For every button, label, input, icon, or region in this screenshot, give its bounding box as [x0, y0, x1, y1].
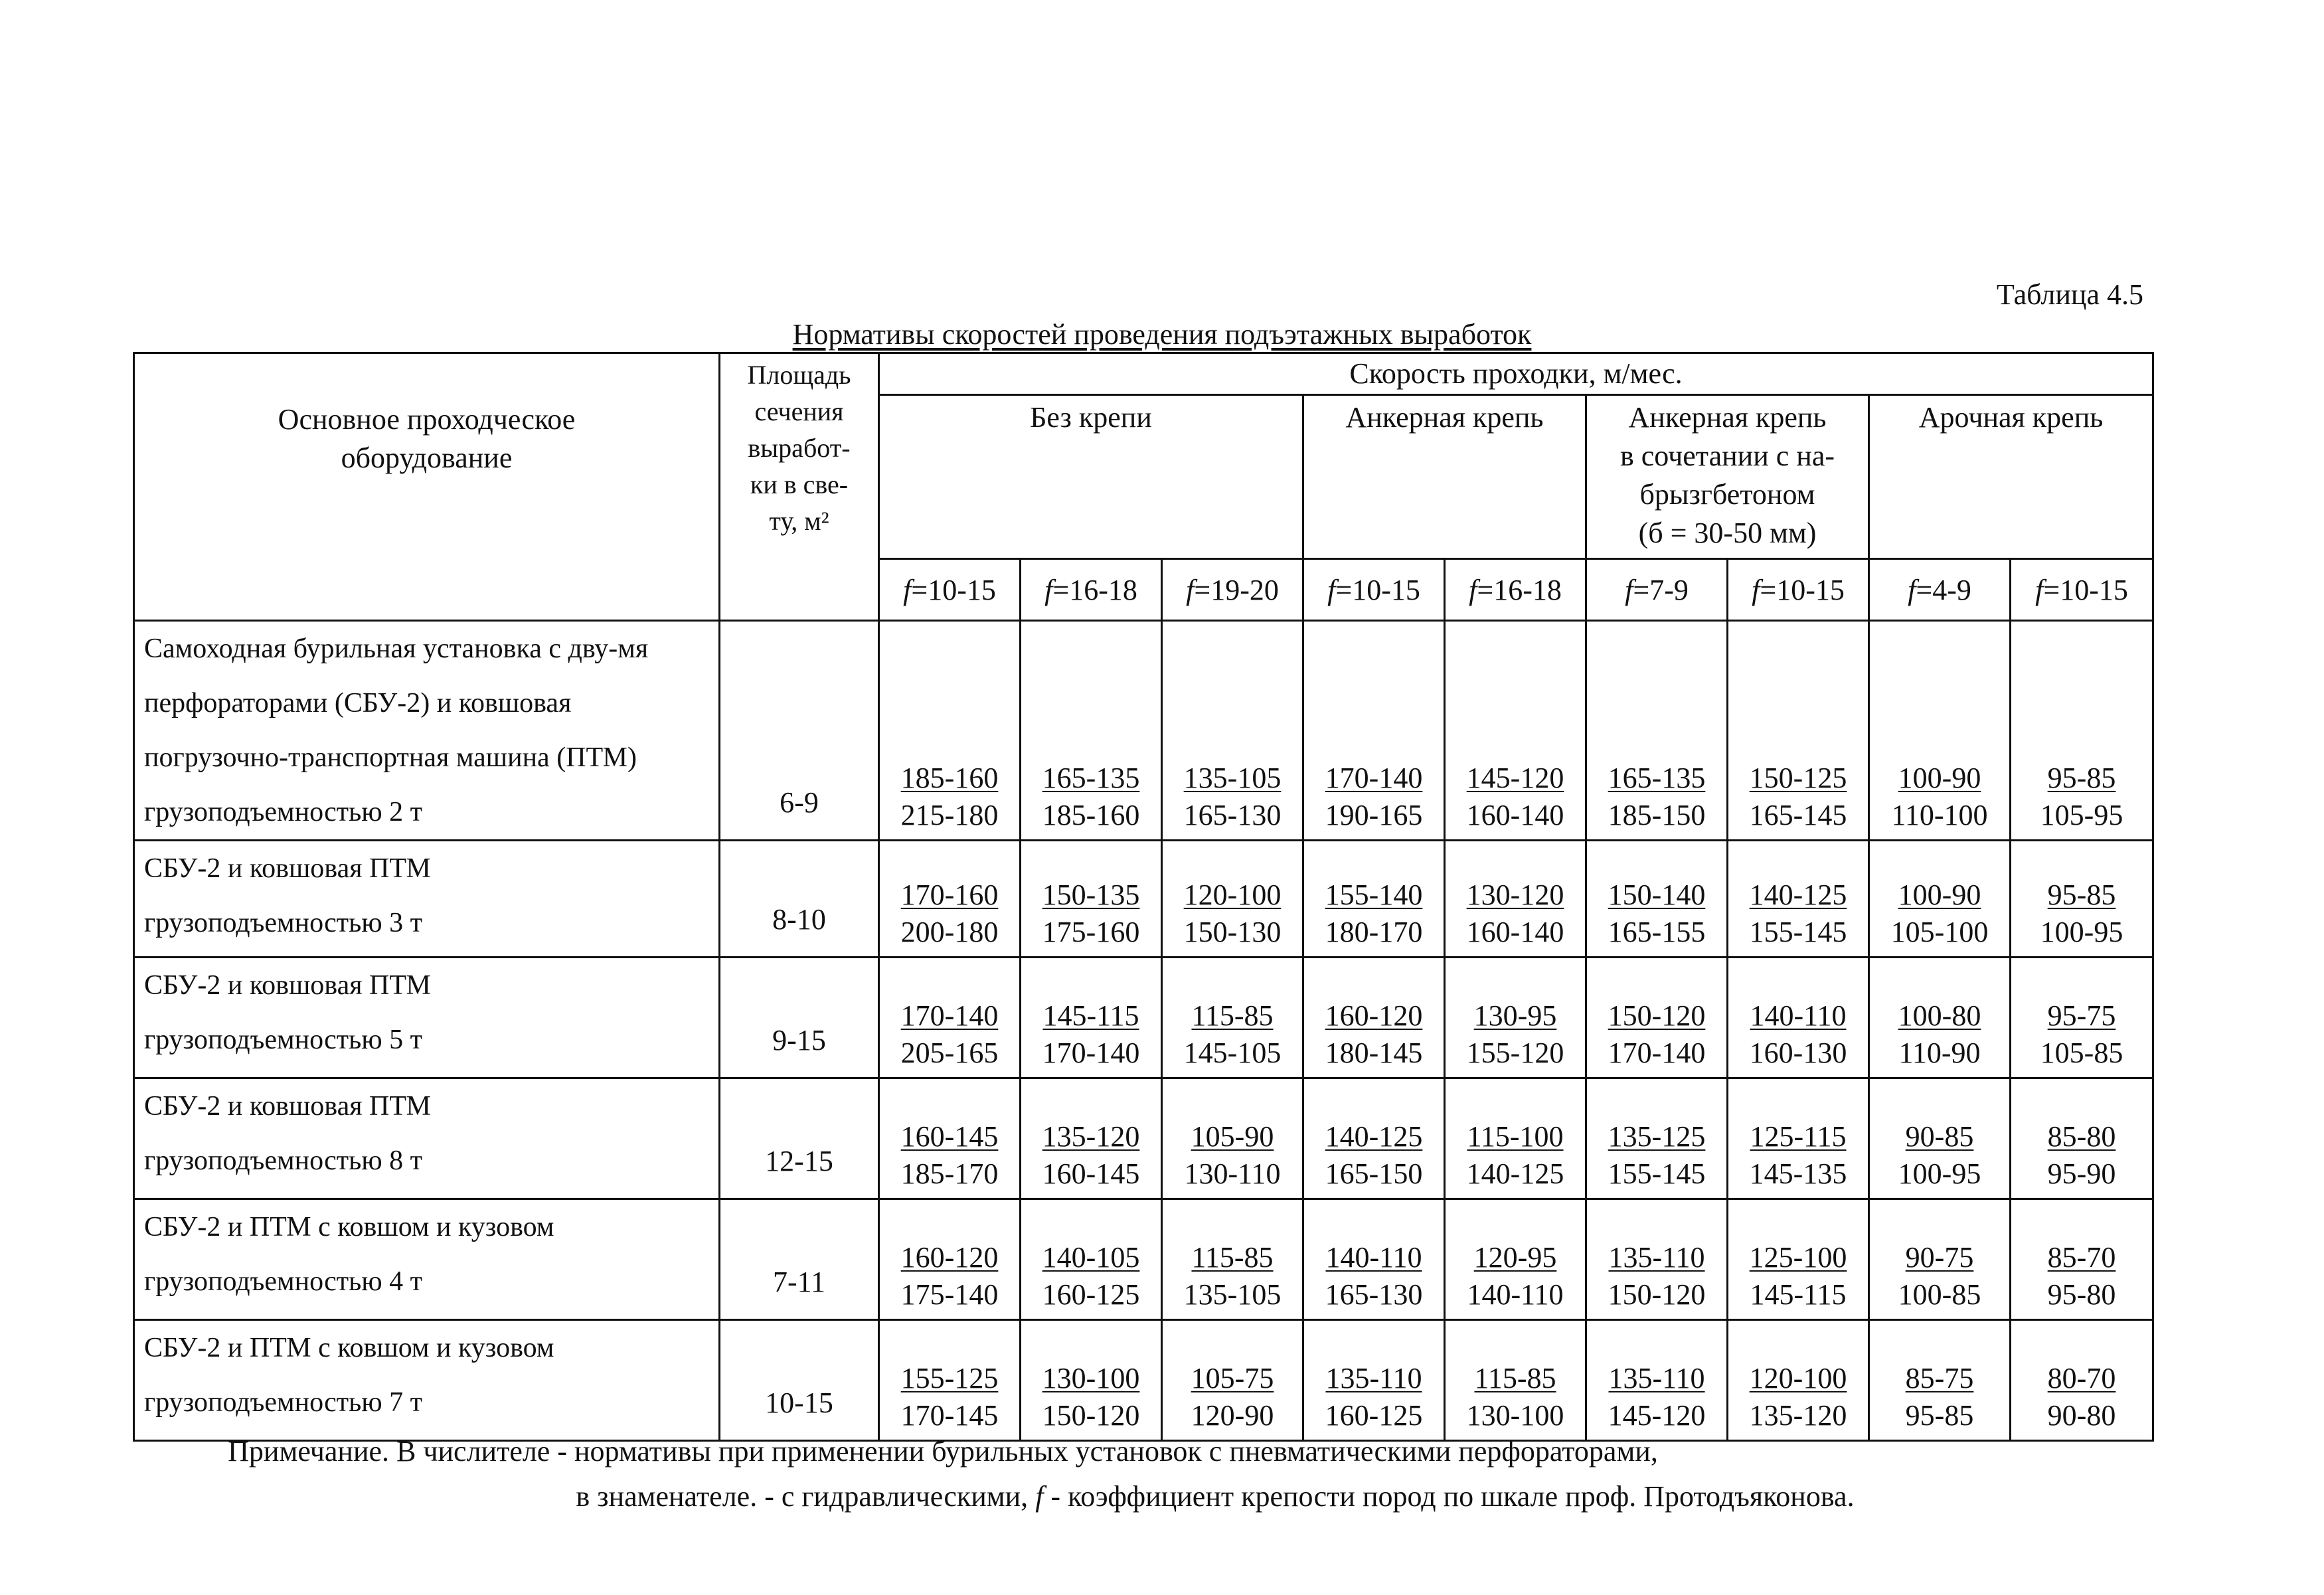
speed-cell [2011, 841, 2153, 958]
header-group-arch: Арочная крепь [1869, 395, 2153, 559]
speed-cell [1869, 841, 2011, 958]
speed-pneumatic: 165-135 [1608, 762, 1706, 794]
speed-pneumatic: 140-125 [1749, 879, 1847, 911]
speed-cell [1162, 841, 1303, 958]
speed-pneumatic: 145-115 [1042, 999, 1139, 1032]
equipment-cell [134, 958, 720, 1078]
equipment-line: СБУ-2 и ковшовая ПТМ [144, 1091, 431, 1122]
speed-pneumatic: 185-160 [900, 762, 999, 794]
speed-cell [1445, 958, 1586, 1078]
speed-hydraulic: 105-85 [2040, 1037, 2123, 1069]
speed-hydraulic: 135-120 [1749, 1399, 1847, 1432]
speed-hydraulic: 95-85 [1905, 1399, 1974, 1432]
note-f-symbol: f [1035, 1480, 1044, 1513]
speed-hydraulic: 120-90 [1191, 1399, 1274, 1432]
norms-table [133, 352, 2154, 1442]
speed-pneumatic: 135-110 [1608, 1362, 1705, 1394]
speed-hydraulic: 140-125 [1466, 1157, 1564, 1190]
f-symbol: f [1469, 573, 1477, 606]
equipment-line: грузоподъемностью 2 т [144, 797, 422, 827]
speed-pneumatic: 80-70 [2047, 1362, 2116, 1394]
speed-hydraulic: 185-160 [1042, 799, 1140, 831]
speed-cell [1586, 958, 1728, 1078]
speed-cell [1021, 1199, 1162, 1320]
speed-hydraulic: 110-100 [1891, 799, 1988, 831]
speed-cell [1728, 1078, 1869, 1199]
speed-cell [1445, 621, 1586, 841]
speed-hydraulic: 160-140 [1466, 799, 1564, 831]
speed-pneumatic: 140-110 [1750, 999, 1847, 1032]
speed-pneumatic: 125-115 [1750, 1120, 1847, 1153]
speed-hydraulic: 105-95 [2040, 799, 2123, 831]
speed-cell [1445, 1320, 1586, 1441]
speed-cell [2011, 1078, 2153, 1199]
speed-pneumatic: 130-100 [1042, 1362, 1140, 1394]
speed-cell [879, 841, 1021, 958]
speed-hydraulic: 160-125 [1042, 1278, 1140, 1311]
speed-pneumatic: 120-100 [1183, 879, 1282, 911]
equipment-line: грузоподъемностью 4 т [144, 1266, 422, 1297]
f-symbol: f [1327, 573, 1336, 606]
note-line-1: Примечание. В числителе - нормативы при применении бурильных установок с пневматическими перфораторами, [228, 1435, 1658, 1468]
equipment-cell [134, 621, 720, 841]
table-number: Таблица 4.5 [1996, 278, 2143, 311]
speed-pneumatic: 85-70 [2047, 1241, 2116, 1274]
speed-pneumatic: 160-120 [900, 1241, 999, 1274]
speed-hydraulic: 140-110 [1467, 1278, 1564, 1311]
speed-cell [1162, 1078, 1303, 1199]
speed-pneumatic: 135-110 [1325, 1362, 1422, 1394]
f-range: =19-20 [1194, 573, 1279, 606]
speed-pneumatic: 150-125 [1749, 762, 1847, 794]
speed-hydraulic: 165-130 [1325, 1278, 1423, 1311]
speed-hydraulic: 175-160 [1042, 916, 1140, 948]
speed-pneumatic: 150-120 [1608, 999, 1706, 1032]
header-group-anchor: Анкерная крепь [1303, 395, 1586, 559]
speed-pneumatic: 140-105 [1042, 1241, 1140, 1274]
speed-cell [1728, 1320, 1869, 1441]
f-symbol: f [1752, 573, 1760, 606]
speed-cell [1021, 1078, 1162, 1199]
f-range: =10-15 [1760, 573, 1845, 606]
speed-cell [1586, 1199, 1728, 1320]
speed-cell [1728, 621, 1869, 841]
speed-cell [2011, 958, 2153, 1078]
speed-cell [2011, 621, 2153, 841]
speed-pneumatic: 130-120 [1466, 879, 1564, 911]
header-f-5 [1586, 559, 1728, 621]
speed-cell [879, 1199, 1021, 1320]
speed-cell [2011, 1320, 2153, 1441]
speed-pneumatic: 145-120 [1466, 762, 1564, 794]
speed-cell [1303, 1078, 1445, 1199]
speed-hydraulic: 150-120 [1608, 1278, 1706, 1311]
speed-cell [1021, 841, 1162, 958]
header-area: Площадь сечения выработ- ки в све- ту, м² [720, 353, 879, 621]
speed-hydraulic: 160-145 [1042, 1157, 1140, 1190]
speed-pneumatic: 90-75 [1905, 1241, 1974, 1274]
table-row [134, 621, 2153, 841]
speed-pneumatic: 130-95 [1473, 999, 1557, 1032]
speed-pneumatic: 100-80 [1898, 999, 1981, 1032]
speed-hydraulic: 110-90 [1898, 1037, 1981, 1069]
note-line-2 [53, 1479, 2324, 1513]
area-cell: 8-10 [720, 841, 879, 958]
equipment-line: СБУ-2 и ПТМ с ковшом и кузовом [144, 1212, 554, 1242]
speed-hydraulic: 160-140 [1466, 916, 1564, 948]
f-symbol: f [1908, 573, 1916, 606]
speed-cell [1728, 958, 1869, 1078]
speed-hydraulic: 145-120 [1608, 1399, 1706, 1432]
speed-hydraulic: 90-80 [2047, 1399, 2116, 1432]
speed-hydraulic: 150-120 [1042, 1399, 1140, 1432]
header-f-3 [1303, 559, 1445, 621]
speed-hydraulic: 155-145 [1608, 1157, 1706, 1190]
f-range: =10-15 [911, 573, 996, 606]
f-range: =10-15 [2043, 573, 2128, 606]
speed-hydraulic: 160-130 [1749, 1037, 1847, 1069]
speed-hydraulic: 185-170 [900, 1157, 999, 1190]
f-symbol: f [1044, 573, 1053, 606]
speed-pneumatic: 170-140 [900, 999, 999, 1032]
speed-hydraulic: 95-80 [2047, 1278, 2116, 1311]
area-cell: 6-9 [720, 621, 879, 841]
speed-pneumatic: 120-100 [1749, 1362, 1847, 1394]
header-f-2 [1162, 559, 1303, 621]
speed-pneumatic: 140-110 [1325, 1241, 1422, 1274]
speed-cell [1162, 1199, 1303, 1320]
speed-cell [1869, 621, 2011, 841]
speed-cell [879, 958, 1021, 1078]
speed-hydraulic: 180-170 [1325, 916, 1423, 948]
speed-cell [1728, 841, 1869, 958]
speed-hydraulic: 145-105 [1183, 1037, 1282, 1069]
speed-hydraulic: 160-125 [1325, 1399, 1423, 1432]
f-range: =7-9 [1633, 573, 1689, 606]
equipment-line: перфораторами (СБУ-2) и ковшовая [144, 688, 572, 718]
equipment-cell [134, 841, 720, 958]
speed-hydraulic: 105-100 [1890, 916, 1989, 948]
f-range: =16-18 [1052, 573, 1137, 606]
header-group-no-support: Без крепи [879, 395, 1303, 559]
speed-cell [1303, 1199, 1445, 1320]
table-caption: Нормативы скоростей проведения подъэтажных выработок [792, 318, 1532, 351]
equipment-line: погрузочно-транспортная машина (ПТМ) [144, 742, 637, 773]
speed-pneumatic: 155-125 [900, 1362, 999, 1394]
f-symbol: f [1186, 573, 1195, 606]
speed-hydraulic: 145-115 [1750, 1278, 1847, 1311]
speed-pneumatic: 105-90 [1191, 1120, 1274, 1153]
speed-pneumatic: 115-85 [1191, 1241, 1274, 1274]
speed-pneumatic: 115-85 [1191, 999, 1274, 1032]
speed-hydraulic: 165-155 [1608, 916, 1706, 948]
equipment-cell [134, 1320, 720, 1441]
speed-pneumatic: 135-105 [1183, 762, 1282, 794]
speed-pneumatic: 170-140 [1325, 762, 1423, 794]
equipment-line: СБУ-2 и ПТМ с ковшом и кузовом [144, 1333, 554, 1363]
speed-hydraulic: 130-110 [1184, 1157, 1281, 1190]
equipment-line: Самоходная бурильная установка с дву-мя [144, 633, 649, 664]
speed-hydraulic: 180-145 [1325, 1037, 1423, 1069]
area-cell: 9-15 [720, 958, 879, 1078]
area-cell: 12-15 [720, 1078, 879, 1199]
speed-cell [1445, 1078, 1586, 1199]
equipment-cell [134, 1199, 720, 1320]
speed-cell [879, 1078, 1021, 1199]
speed-pneumatic: 155-140 [1325, 879, 1423, 911]
speed-hydraulic: 100-95 [2040, 916, 2123, 948]
speed-hydraulic: 130-100 [1466, 1399, 1564, 1432]
speed-hydraulic: 100-85 [1898, 1278, 1981, 1311]
speed-hydraulic: 155-145 [1749, 916, 1847, 948]
speed-hydraulic: 135-105 [1183, 1278, 1282, 1311]
speed-pneumatic: 160-145 [900, 1120, 999, 1153]
header-f-8 [2011, 559, 2153, 621]
speed-hydraulic: 100-95 [1898, 1157, 1981, 1190]
speed-hydraulic: 95-90 [2047, 1157, 2116, 1190]
speed-cell [1303, 1320, 1445, 1441]
speed-cell [1021, 1320, 1162, 1441]
speed-cell [879, 1320, 1021, 1441]
area-cell: 10-15 [720, 1320, 879, 1441]
speed-hydraulic: 150-130 [1183, 916, 1282, 948]
speed-hydraulic: 165-145 [1749, 799, 1847, 831]
f-range: =4-9 [1916, 573, 1971, 606]
speed-hydraulic: 175-140 [900, 1278, 999, 1311]
speed-hydraulic: 170-140 [1608, 1037, 1706, 1069]
speed-cell [1021, 958, 1162, 1078]
f-symbol: f [1625, 573, 1633, 606]
speed-pneumatic: 85-75 [1905, 1362, 1974, 1394]
speed-cell [1445, 841, 1586, 958]
speed-hydraulic: 165-130 [1183, 799, 1282, 831]
area-cell: 7-11 [720, 1199, 879, 1320]
speed-cell [1021, 621, 1162, 841]
equipment-line: грузоподъемностью 5 т [144, 1025, 422, 1055]
speed-pneumatic: 140-125 [1325, 1120, 1423, 1153]
speed-cell [1586, 1320, 1728, 1441]
speed-hydraulic: 145-135 [1749, 1157, 1847, 1190]
speed-hydraulic: 185-150 [1608, 799, 1706, 831]
speed-cell [1869, 1320, 2011, 1441]
speed-cell [1162, 958, 1303, 1078]
header-equipment: Основное проходческое оборудование [134, 353, 720, 621]
speed-pneumatic: 150-135 [1042, 879, 1140, 911]
speed-pneumatic: 120-95 [1473, 1241, 1557, 1274]
speed-pneumatic: 135-120 [1042, 1120, 1140, 1153]
speed-pneumatic: 100-90 [1898, 762, 1981, 794]
header-group-anchor-shotcrete: Анкерная крепь в сочетании с на- брызгбетоном (б = 30-50 мм) [1586, 395, 1869, 559]
speed-pneumatic: 100-90 [1898, 879, 1981, 911]
speed-pneumatic: 135-110 [1608, 1241, 1705, 1274]
speed-hydraulic: 205-165 [900, 1037, 999, 1069]
speed-pneumatic: 115-85 [1474, 1362, 1556, 1394]
speed-cell [2011, 1199, 2153, 1320]
speed-cell [1586, 621, 1728, 841]
equipment-line: грузоподъемностью 8 т [144, 1145, 422, 1176]
equipment-line: СБУ-2 и ковшовая ПТМ [144, 970, 431, 1001]
speed-pneumatic: 150-140 [1608, 879, 1706, 911]
header-f-0 [879, 559, 1021, 621]
speed-pneumatic: 125-100 [1749, 1241, 1847, 1274]
speed-cell [1445, 1199, 1586, 1320]
header-f-7 [1869, 559, 2011, 621]
table-row [134, 841, 2153, 958]
speed-hydraulic: 170-145 [900, 1399, 999, 1432]
speed-cell [1728, 1199, 1869, 1320]
f-symbol: f [903, 573, 912, 606]
speed-cell [1869, 1199, 2011, 1320]
speed-pneumatic: 90-85 [1905, 1120, 1974, 1153]
speed-cell [1586, 1078, 1728, 1199]
equipment-line: грузоподъемностью 7 т [144, 1387, 422, 1418]
speed-pneumatic: 160-120 [1325, 999, 1423, 1032]
speed-pneumatic: 95-75 [2047, 999, 2116, 1032]
equipment-line: СБУ-2 и ковшовая ПТМ [144, 853, 431, 884]
speed-cell [1586, 841, 1728, 958]
speed-cell [1162, 621, 1303, 841]
speed-cell [1869, 958, 2011, 1078]
speed-pneumatic: 85-80 [2047, 1120, 2116, 1153]
speed-pneumatic: 170-160 [900, 879, 999, 911]
header-row-1 [134, 353, 2153, 395]
note-line-2-end: - коэффициент крепости пород по шкале проф. Протодъяконова. [1043, 1480, 1855, 1513]
speed-hydraulic: 165-150 [1325, 1157, 1423, 1190]
header-f-1 [1021, 559, 1162, 621]
f-range: =10-15 [1335, 573, 1420, 606]
speed-hydraulic: 155-120 [1466, 1037, 1564, 1069]
speed-cell [1303, 841, 1445, 958]
speed-cell [1162, 1320, 1303, 1441]
equipment-cell [134, 1078, 720, 1199]
note-line-2-start: в знаменателе. - с гидравлическими, [576, 1480, 1036, 1513]
speed-hydraulic: 170-140 [1042, 1037, 1140, 1069]
f-range: =16-18 [1477, 573, 1562, 606]
header-f-6 [1728, 559, 1869, 621]
f-symbol: f [2035, 573, 2044, 606]
table-row [134, 1199, 2153, 1320]
speed-pneumatic: 95-85 [2047, 879, 2116, 911]
speed-cell [1303, 958, 1445, 1078]
table-row [134, 1320, 2153, 1441]
header-speed: Скорость проходки, м/мес. [879, 353, 2153, 395]
speed-pneumatic: 115-100 [1467, 1120, 1564, 1153]
speed-hydraulic: 200-180 [900, 916, 999, 948]
speed-cell [879, 621, 1021, 841]
equipment-line: грузоподъемностью 3 т [144, 908, 422, 938]
speed-pneumatic: 105-75 [1191, 1362, 1274, 1394]
speed-pneumatic: 165-135 [1042, 762, 1140, 794]
table-row [134, 958, 2153, 1078]
speed-pneumatic: 95-85 [2047, 762, 2116, 794]
speed-hydraulic: 215-180 [900, 799, 999, 831]
table-row [134, 1078, 2153, 1199]
speed-cell [1303, 621, 1445, 841]
speed-pneumatic: 135-125 [1608, 1120, 1706, 1153]
speed-cell [1869, 1078, 2011, 1199]
header-f-4 [1445, 559, 1586, 621]
speed-hydraulic: 190-165 [1325, 799, 1423, 831]
